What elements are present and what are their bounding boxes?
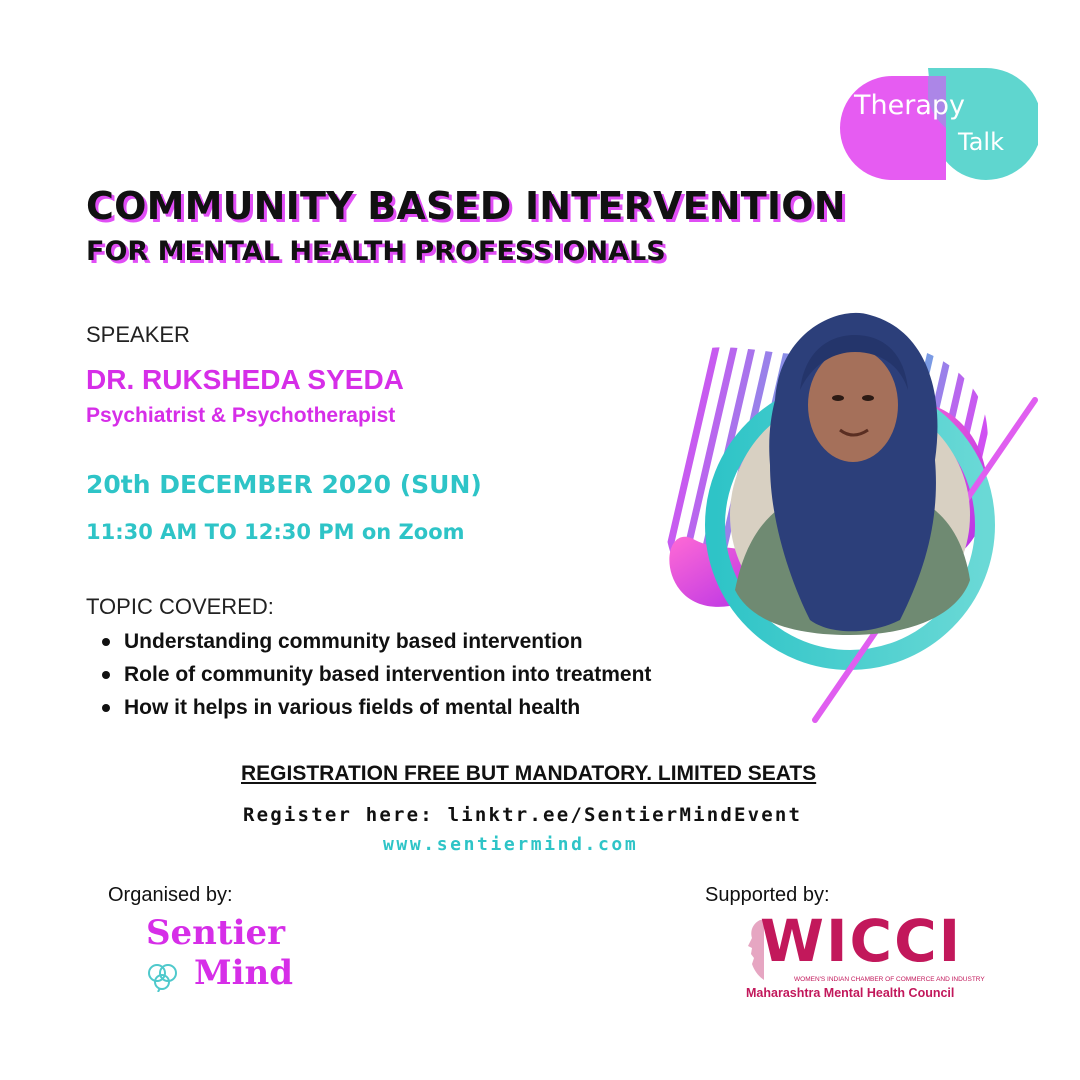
brain-icon (146, 962, 180, 992)
badge-label-talk: Talk (958, 128, 1004, 156)
therapy-talk-badge (836, 68, 1038, 180)
topic-item: Role of community based intervention into treatment (100, 663, 651, 696)
event-subtitle: FOR MENTAL HEALTH PROFESSIONALS (86, 236, 666, 267)
wicci-wordmark: WICCI (760, 907, 963, 975)
speaker-role: Psychiatrist & Psychotherapist (86, 404, 396, 427)
wicci-subtitle: WOMEN'S INDIAN CHAMBER OF COMMERCE AND INDUSTRY (794, 976, 985, 983)
event-time: 11:30 AM TO 12:30 PM on Zoom (86, 520, 465, 544)
speech-bubbles-icon (836, 68, 1038, 180)
speaker-name: DR. RUKSHEDA SYEDA (86, 364, 404, 395)
organiser-label: Organised by: (108, 884, 233, 906)
event-title: COMMUNITY BASED INTERVENTION (86, 184, 846, 228)
supporter-label: Supported by: (705, 884, 830, 906)
speaker-label: SPEAKER (86, 322, 190, 347)
registration-link[interactable]: Register here: linktr.ee/SentierMindEvent (243, 804, 803, 826)
event-date: 20th DECEMBER 2020 (SUN) (86, 470, 482, 499)
website-link[interactable]: www.sentiermind.com (383, 834, 639, 855)
topics-label: TOPIC COVERED: (86, 594, 274, 619)
topic-item: Understanding community based intervention (100, 630, 651, 663)
speaker-photo (640, 290, 1060, 730)
wicci-council: Maharashtra Mental Health Council (746, 986, 955, 1000)
wicci-logo (746, 907, 985, 1004)
badge-label-therapy: Therapy (854, 90, 965, 121)
sentier-mind-logo-line2: Mind (194, 953, 294, 993)
topics-list (100, 630, 651, 729)
topic-item: How it helps in various fields of mental health (100, 696, 651, 729)
registration-note: REGISTRATION FREE BUT MANDATORY. LIMITED SEATS (241, 762, 817, 785)
sentier-mind-logo-line1: Sentier (146, 913, 286, 953)
